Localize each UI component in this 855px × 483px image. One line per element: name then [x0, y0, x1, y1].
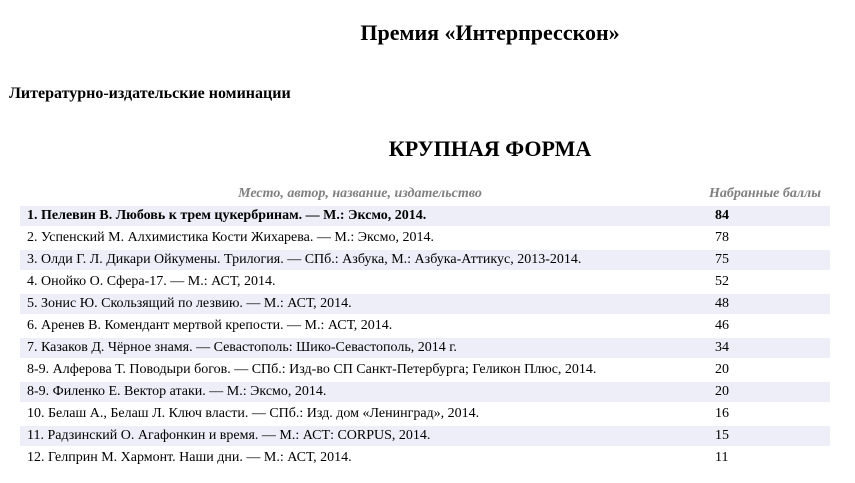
row-score: 48 — [700, 294, 830, 314]
column-header-score: Набранные баллы — [709, 186, 821, 201]
table-row — [20, 272, 830, 292]
results-table — [20, 183, 830, 470]
row-entry: 6. Аренев В. Комендант мертвой крепости. — М.: АСТ, 2014. — [27, 318, 393, 333]
row-entry: 11. Радзинский О. Агафонкин и время. — М.: АСТ: CORPUS, 2014. — [20, 426, 700, 446]
table-row — [20, 206, 830, 226]
table-row — [20, 228, 830, 248]
row-entry: 8-9. Алферова Т. Поводыри богов. — СПб.: Изд-во СП Санкт-Петербурга; Геликон Плюс, 2014. — [27, 362, 597, 377]
table-row — [20, 404, 830, 424]
row-score: 34 — [700, 338, 830, 358]
table-row — [20, 360, 830, 380]
table-header-row — [20, 185, 830, 204]
table-row — [20, 426, 830, 446]
category-title: КРУПНАЯ ФОРМА — [388, 136, 592, 161]
row-entry: 7. Казаков Д. Чёрное знамя. — Севастополь: Шико-Севастополь, 2014 г. — [20, 338, 700, 358]
row-entry: 1. Пелевин В. Любовь к трем цукербринам. — М.: Эксмо, 2014. — [20, 206, 700, 226]
row-score: 16 — [715, 406, 729, 421]
table-row — [20, 382, 830, 402]
row-score: 20 — [715, 362, 729, 377]
row-score: 84 — [700, 206, 830, 226]
row-score: 52 — [715, 274, 729, 289]
row-score: 46 — [715, 318, 729, 333]
row-entry: 5. Зонис Ю. Скользящий по лезвию. — М.: АСТ, 2014. — [20, 294, 700, 314]
page-title: Премия «Интерпресскон» — [360, 20, 620, 45]
row-score: 11 — [715, 450, 729, 465]
table-row — [20, 448, 830, 468]
row-entry: 8-9. Филенко Е. Вектор атаки. — М.: Эксмо, 2014. — [20, 382, 700, 402]
column-header-entry: Место, автор, название, издательство — [238, 186, 482, 201]
row-entry: 10. Белаш А., Белаш Л. Ключ власти. — СПб.: Изд. дом «Ленинград», 2014. — [27, 406, 480, 421]
table-row — [20, 338, 830, 358]
table-row — [20, 250, 830, 270]
table-row — [20, 316, 830, 336]
section-heading: Литературно-издательские номинации — [9, 85, 291, 102]
row-entry: 12. Гелприн М. Хармонт. Наши дни. — М.: АСТ, 2014. — [27, 450, 352, 465]
row-entry: 3. Олди Г. Л. Дикари Ойкумены. Трилогия. — СПб.: Азбука, М.: Азбука-Аттикус, 2013-2014. — [20, 250, 700, 270]
row-score: 20 — [700, 382, 830, 402]
row-entry: 2. Успенский М. Алхимистика Кости Жихарева. — М.: Эксмо, 2014. — [27, 230, 434, 245]
row-score: 15 — [700, 426, 830, 446]
row-entry: 4. Онойко О. Сфера-17. — М.: АСТ, 2014. — [27, 274, 276, 289]
row-score: 75 — [700, 250, 830, 270]
table-row — [20, 294, 830, 314]
row-score: 78 — [715, 230, 729, 245]
